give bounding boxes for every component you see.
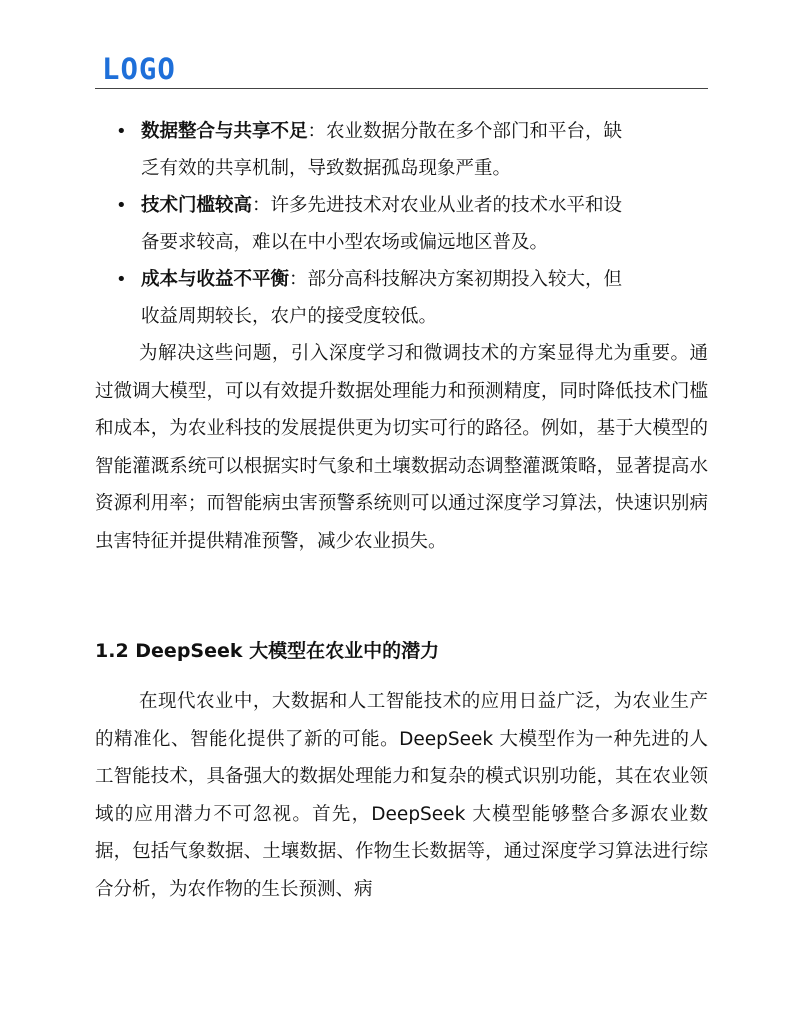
- bullet-icon: •: [116, 269, 127, 290]
- bullet-text: 备要求较高，难以在中小型农场或偏远地区普及。: [141, 232, 549, 253]
- body-paragraph: 在现代农业中，大数据和人工智能技术的应用日益广泛，为农业生产的精准化、智能化提供了新的可能。DeepSeek 大模型作为一种先进的人工智能技术，具备强大的数据处理能力和复杂的模式识别功能，其在农业领域的应用潜力不可忽视。首先，DeepSeek 大模型能够整合多源农业数据，包括气象数据、土壤数据、作物生长数据等，通过深度学习算法进行综合分析，为农作物的生长预测、病: [95, 691, 708, 900]
- bullet-icon: •: [116, 195, 127, 216]
- list-item: [95, 261, 708, 335]
- logo: LOGO: [102, 52, 176, 86]
- list-item: [95, 113, 708, 187]
- bullet-separator: ：: [289, 269, 308, 290]
- bullet-text: 乏有效的共享机制，导致数据孤岛现象严重。: [141, 158, 512, 179]
- bullet-separator: ：: [252, 195, 271, 216]
- bullet-text: 农业数据分散在多个部门和平台，缺: [326, 121, 623, 142]
- bullet-text: 收益周期较长，农户的接受度较低。: [141, 306, 438, 327]
- section-content: [95, 683, 708, 908]
- bullet-list: [95, 113, 708, 335]
- page-header: [95, 50, 708, 89]
- main-content: [95, 113, 708, 560]
- bullet-term: 数据整合与共享不足: [141, 121, 308, 142]
- body-paragraph: 为解决这些问题，引入深度学习和微调技术的方案显得尤为重要。通过微调大模型，可以有效提升数据处理能力和预测精度，同时降低技术门槛和成本，为农业科技的发展提供更为切实可行的路径。例如，基于大模型的智能灌溉系统可以根据实时气象和土壤数据动态调整灌溉策略，显著提高水资源利用率；而智能病虫害预警系统则可以通过深度学习算法，快速识别病虫害特征并提供精准预警，减少农业损失。: [95, 343, 708, 552]
- bullet-text: 部分高科技解决方案初期投入较大，但: [307, 269, 623, 290]
- bullet-text: 许多先进技术对农业从业者的技术水平和设: [270, 195, 623, 216]
- bullet-separator: ：: [307, 121, 327, 142]
- bullet-term: 成本与收益不平衡: [141, 269, 290, 290]
- bullet-term: 技术门槛较高: [141, 195, 253, 216]
- bullet-icon: •: [116, 121, 127, 142]
- section-heading: 1.2 DeepSeek 大模型在农业中的潜力: [95, 640, 440, 662]
- list-item: [95, 187, 708, 261]
